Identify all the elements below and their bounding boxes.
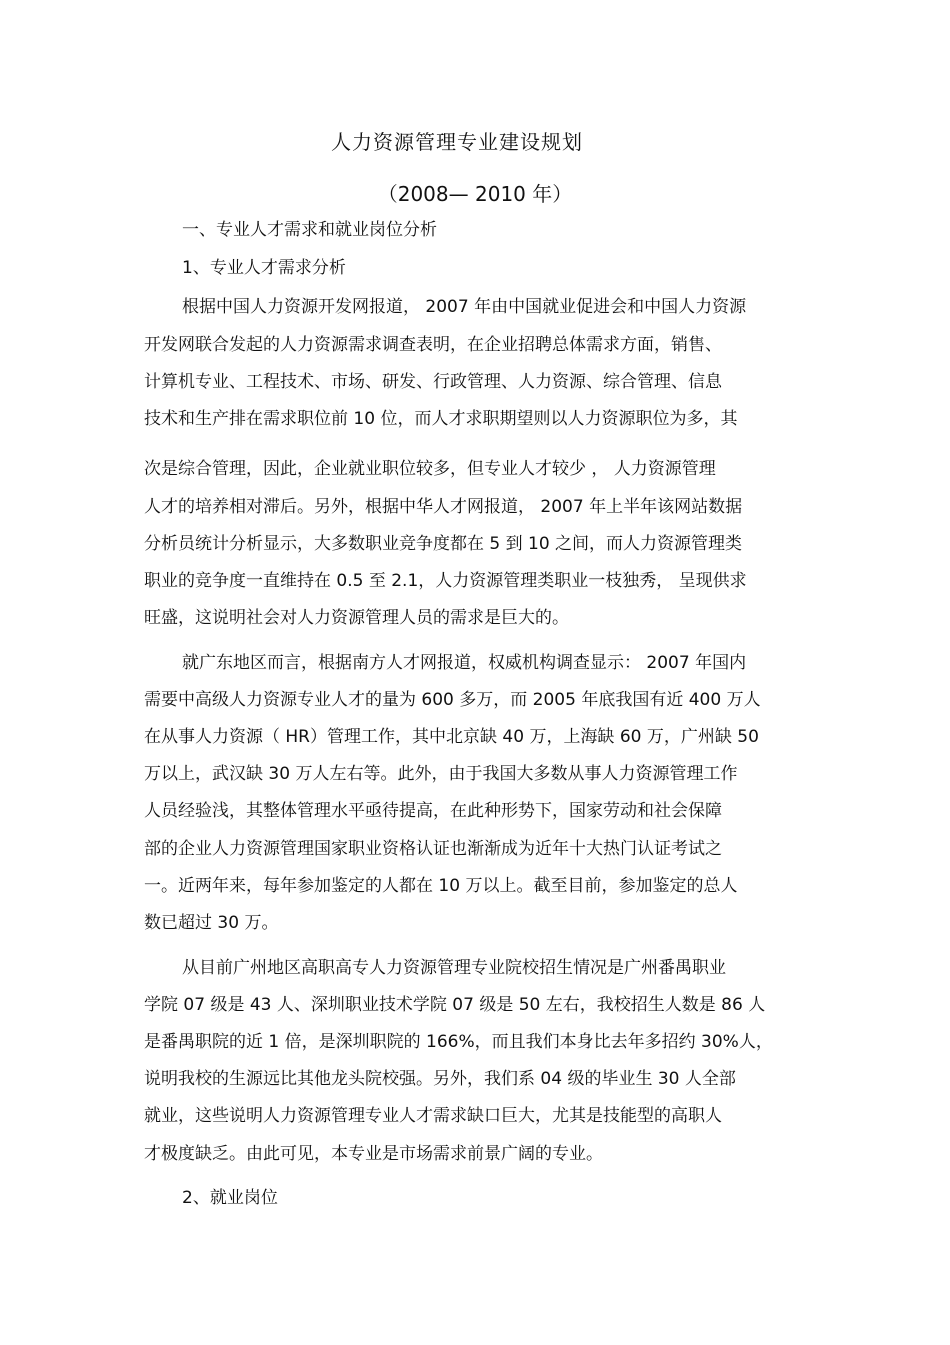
paragraph-line: 开发网联合发起的人力资源需求调查表明，在企业招聘总体需求方面，销售、 xyxy=(144,335,722,355)
subsection-heading: 2、就业岗位 xyxy=(182,1188,278,1208)
paragraph-line: 说明我校的生源远比其他龙头院校强。另外，我们系 04 级的毕业生 30 人全部 xyxy=(144,1069,736,1089)
paragraph-line: 人员经验浅，其整体管理水平亟待提高，在此种形势下，国家劳动和社会保障 xyxy=(144,801,722,821)
paragraph-line: 才极度缺乏。由此可见，本专业是市场需求前景广阔的专业。 xyxy=(144,1144,603,1164)
paragraph-line: 在从事人力资源（ HR）管理工作，其中北京缺 40 万，上海缺 60 万，广州缺 50 xyxy=(144,727,759,747)
paragraph-line: 需要中高级人力资源专业人才的量为 600 多万，而 2005 年底我国有近 400 万人 xyxy=(144,690,761,710)
paragraph-line: 职业的竞争度一直维持在 0.5 至 2.1，人力资源管理类职业一枝独秀， 呈现供求 xyxy=(144,571,747,591)
paragraph-line: 学院 07 级是 43 人、深圳职业技术学院 07 级是 50 左右，我校招生人数是 86 人 xyxy=(144,995,766,1015)
paragraph-line: 旺盛，这说明社会对人力资源管理人员的需求是巨大的。 xyxy=(144,608,569,628)
paragraph-line: 就广东地区而言，根据南方人才网报道，权威机构调查显示： 2007 年国内 xyxy=(182,653,747,673)
paragraph-line: 分析员统计分析显示，大多数职业竞争度都在 5 到 10 之间，而人力资源管理类 xyxy=(144,534,743,554)
document-subtitle: （2008— 2010 年） xyxy=(377,182,573,206)
paragraph-line: 万以上，武汉缺 30 万人左右等。此外，由于我国大多数从事人力资源管理工作 xyxy=(144,764,738,784)
paragraph-line: 是番禺职院的近 1 倍，是深圳职院的 166%，而且我们本身比去年多招约 30%人， xyxy=(144,1032,773,1052)
paragraph-line: 根据中国人力资源开发网报道， 2007 年由中国就业促进会和中国人力资源 xyxy=(182,297,747,317)
section-heading: 一、专业人才需求和就业岗位分析 xyxy=(182,220,437,240)
paragraph-line: 次是综合管理，因此，企业就业职位较多，但专业人才较少 ， 人力资源管理 xyxy=(144,459,716,479)
paragraph-line: 技术和生产排在需求职位前 10 位，而人才求职期望则以人力资源职位为多，其 xyxy=(144,409,738,429)
paragraph-line: 就业，这些说明人力资源管理专业人才需求缺口巨大，尤其是技能型的高职人 xyxy=(144,1106,722,1126)
paragraph-line: 从目前广州地区高职高专人力资源管理专业院校招生情况是广州番禺职业 xyxy=(182,958,726,978)
document-title: 人力资源管理专业建设规划 xyxy=(331,130,583,154)
paragraph-line: 数已超过 30 万。 xyxy=(144,913,279,933)
paragraph-line: 一。近两年来，每年参加鉴定的人都在 10 万以上。截至目前，参加鉴定的总人 xyxy=(144,876,738,896)
paragraph-line: 计算机专业、工程技术、市场、研发、行政管理、人力资源、综合管理、信息 xyxy=(144,372,722,392)
subsection-heading: 1、专业人才需求分析 xyxy=(182,258,346,278)
paragraph-line: 人才的培养相对滞后。另外，根据中华人才网报道， 2007 年上半年该网站数据 xyxy=(144,497,743,517)
paragraph-line: 部的企业人力资源管理国家职业资格认证也渐渐成为近年十大热门认证考试之 xyxy=(144,839,722,859)
